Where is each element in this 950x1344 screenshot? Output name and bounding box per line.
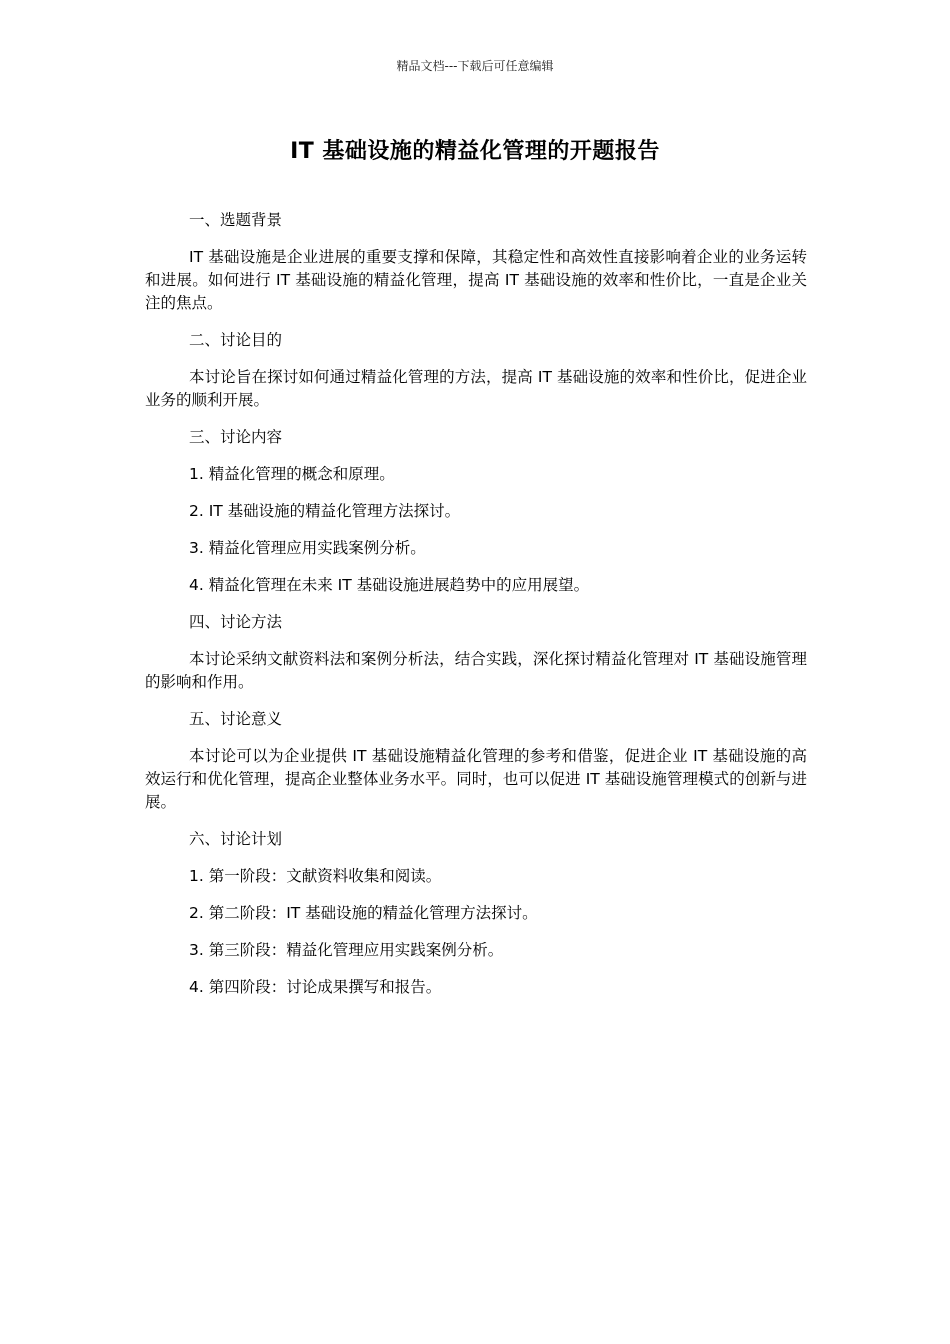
section-heading-plan: 六、讨论计划 <box>189 830 283 848</box>
list-item: 3. 第三阶段：精益化管理应用实践案例分析。 <box>189 941 504 959</box>
section-heading-method: 四、讨论方法 <box>189 613 283 631</box>
section-heading-significance: 五、讨论意义 <box>189 710 283 728</box>
section-heading-content: 三、讨论内容 <box>189 428 283 446</box>
list-item: 2. IT 基础设施的精益化管理方法探讨。 <box>189 502 461 520</box>
document-title: IT 基础设施的精益化管理的开题报告 <box>290 139 660 164</box>
list-item: 1. 精益化管理的概念和原理。 <box>189 465 395 483</box>
section-paragraph-background: IT 基础设施是企业进展的重要支撑和保障，其稳定性和高效性直接影响着企业的业务运转和进展。如何进行 IT 基础设施的精益化管理，提高 IT 基础设施的效率和性价比，一直是企业关注的焦点。 <box>145 248 807 312</box>
section-heading-purpose: 二、讨论目的 <box>189 331 283 349</box>
page-header: 精品文档---下载后可任意编辑 <box>396 59 554 73</box>
list-item: 4. 第四阶段：讨论成果撰写和报告。 <box>189 978 442 996</box>
list-item: 2. 第二阶段：IT 基础设施的精益化管理方法探讨。 <box>189 904 538 922</box>
list-item: 4. 精益化管理在未来 IT 基础设施进展趋势中的应用展望。 <box>189 576 590 594</box>
section-paragraph-method: 本讨论采纳文献资料法和案例分析法，结合实践，深化探讨精益化管理对 IT 基础设施管理的影响和作用。 <box>145 650 807 691</box>
section-paragraph-purpose: 本讨论旨在探讨如何通过精益化管理的方法，提高 IT 基础设施的效率和性价比，促进企业业务的顺利开展。 <box>145 368 807 409</box>
list-item: 1. 第一阶段：文献资料收集和阅读。 <box>189 867 442 885</box>
document-body <box>145 209 807 1013</box>
section-heading-background: 一、选题背景 <box>189 211 283 229</box>
list-item: 3. 精益化管理应用实践案例分析。 <box>189 539 426 557</box>
section-paragraph-significance: 本讨论可以为企业提供 IT 基础设施精益化管理的参考和借鉴，促进企业 IT 基础设施的高效运行和优化管理，提高企业整体业务水平。同时，也可以促进 IT 基础设施管理模式的创新与进展。 <box>145 747 807 811</box>
